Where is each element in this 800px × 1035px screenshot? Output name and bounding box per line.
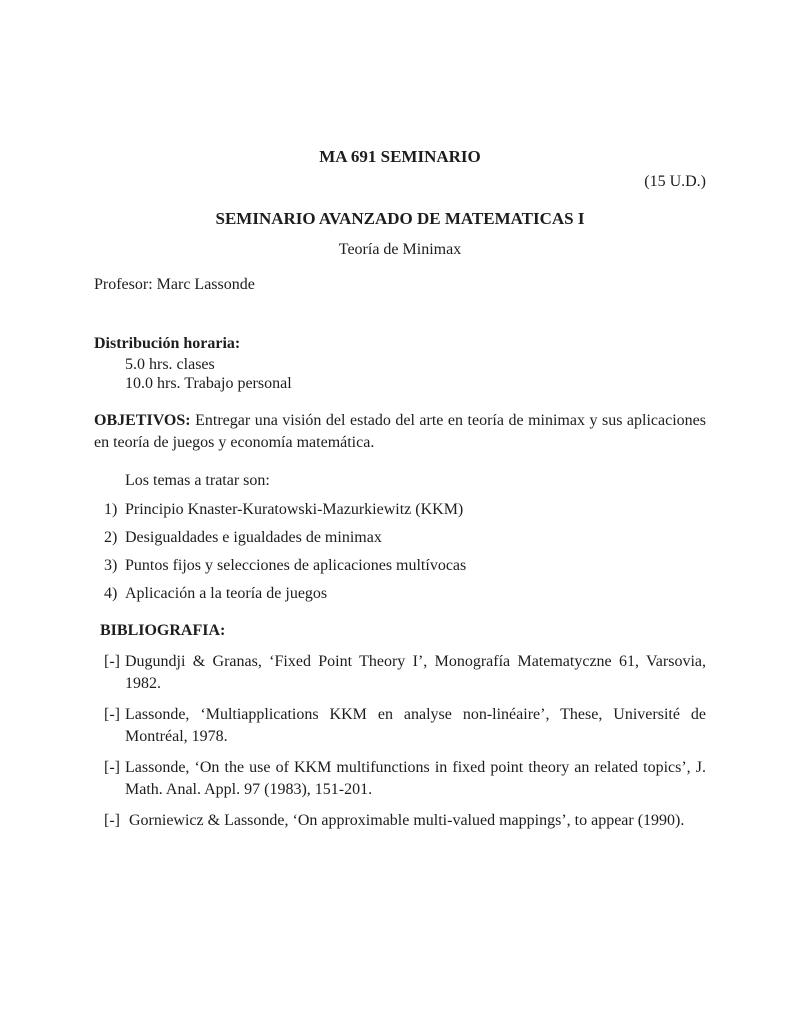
topic-item xyxy=(94,527,706,548)
topic-text: Puntos fijos y selecciones de aplicaciones multívocas xyxy=(125,557,467,574)
topic-item xyxy=(94,499,706,520)
topic-number: 1) xyxy=(104,501,118,518)
topic-text: Aplicación a la teoría de juegos xyxy=(125,585,328,602)
schedule-heading: Distribución horaria: xyxy=(94,335,241,352)
bibliography-entry xyxy=(94,704,706,748)
schedule-line-classes: 5.0 hrs. clases xyxy=(125,356,215,373)
course-units: (15 U.D.) xyxy=(644,173,706,190)
bibliography-entry xyxy=(94,651,706,695)
bibliography-entry-text: Gorniewicz & Lassonde, ‘On approximable multi-valued mappings’, to appear (1990). xyxy=(128,812,685,829)
topic-item xyxy=(94,583,706,604)
objectives-text: Entregar una visión del estado del arte en teoría de minimax y sus aplicaciones en teoría de juegos y economía matemática. xyxy=(94,412,706,451)
bibliography-entry-marker: [-] xyxy=(104,812,120,829)
professor-line xyxy=(94,274,706,296)
course-subtitle: Teoría de Minimax xyxy=(338,241,462,258)
course-code-heading: MA 691 SEMINARIO xyxy=(319,147,481,166)
bibliography-entry-text: Dugundji & Granas, ‘Fixed Point Theory I’, Monografía Matematyczne 61, Varsovia, 1982. xyxy=(125,653,706,692)
professor-label: Profesor: xyxy=(94,276,153,293)
topic-item xyxy=(94,555,706,576)
course-title: SEMINARIO AVANZADO DE MATEMATICAS I xyxy=(215,209,585,228)
topic-number: 3) xyxy=(104,557,118,574)
professor-name: Marc Lassonde xyxy=(156,276,255,293)
objectives-heading: OBJETIVOS: xyxy=(94,412,191,429)
topics-intro: Los temas a tratar son: xyxy=(125,472,270,489)
bibliography-entry-marker: [-] xyxy=(104,706,120,723)
objectives-paragraph xyxy=(94,410,706,454)
topic-text: Principio Knaster-Kuratowski-Mazurkiewitz (KKM) xyxy=(125,501,464,518)
bibliography-entry xyxy=(94,757,706,801)
topic-number: 4) xyxy=(104,585,118,602)
bibliography-entry xyxy=(94,810,706,832)
topic-number: 2) xyxy=(104,529,118,546)
bibliography-entry-marker: [-] xyxy=(104,653,120,670)
bibliography-heading: BIBLIOGRAFIA: xyxy=(100,622,226,639)
schedule-line-personal-work: 10.0 hrs. Trabajo personal xyxy=(125,375,292,392)
bibliography-entry-marker: [-] xyxy=(104,759,120,776)
bibliography-entry-text: Lassonde, ‘On the use of KKM multifunctions in fixed point theory an related topics’, J. Math. Anal. Appl. 97 (1983), 151-201. xyxy=(125,759,706,798)
bibliography-entry-text: Lassonde, ‘Multiapplications KKM en analyse non-linéaire’, These, Université de Montréal, 1978. xyxy=(125,706,706,745)
topic-text: Desigualdades e igualdades de minimax xyxy=(125,529,382,546)
